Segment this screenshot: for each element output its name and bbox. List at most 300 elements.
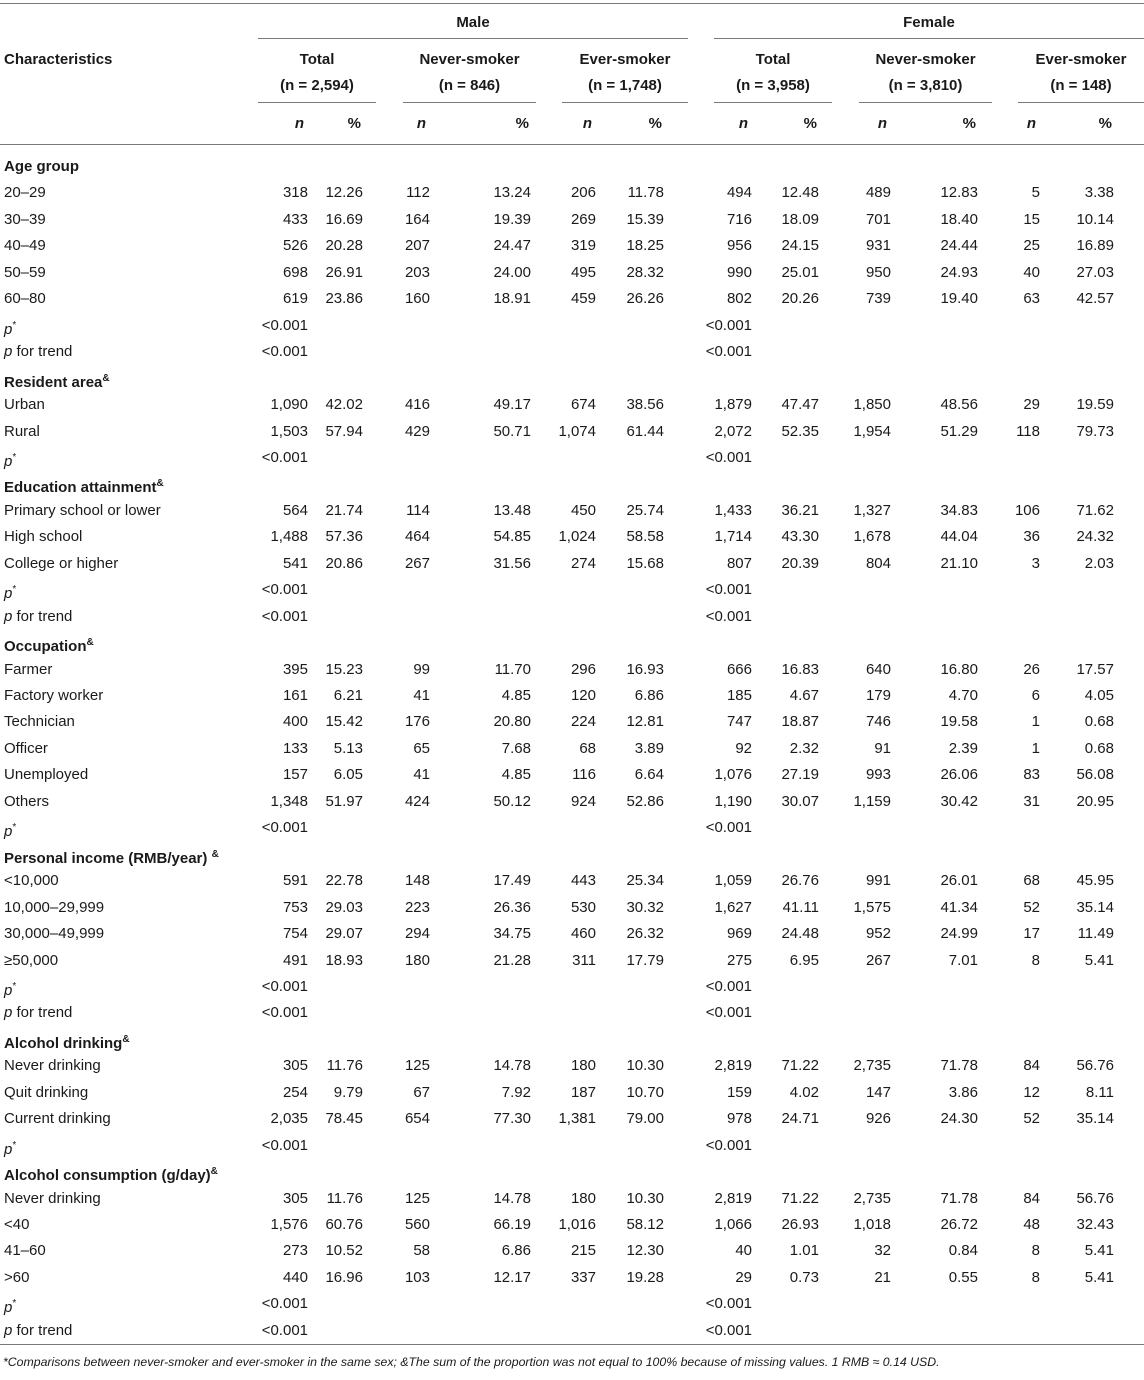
count-cell: 1,850 (853, 396, 891, 413)
percent-cell: 25.34 (626, 872, 664, 889)
percent-cell: 9.79 (333, 1084, 363, 1101)
percent-cell: 12.48 (781, 184, 819, 201)
percent-cell: 60.76 (325, 1216, 363, 1233)
count-cell: 92 (735, 740, 752, 757)
percent-cell: 13.24 (493, 184, 531, 201)
female-p-value: <0.001 (705, 819, 752, 836)
percent-cell: 78.45 (325, 1110, 363, 1127)
row-label: 60–80 (4, 290, 46, 307)
female-p-value: <0.001 (705, 343, 752, 360)
percent-cell: 24.30 (940, 1110, 978, 1127)
count-cell: 1,575 (853, 899, 891, 916)
percent-cell: 12.30 (626, 1242, 664, 1259)
percent-cell: 25.74 (626, 502, 664, 519)
percent-cell: 24.00 (493, 264, 531, 281)
count-cell: 1,327 (853, 502, 891, 519)
count-cell: 1,503 (270, 423, 308, 440)
percent-cell: 52.86 (626, 793, 664, 810)
percent-cell: 11.49 (1077, 925, 1114, 942)
count-cell: 207 (404, 237, 430, 254)
count-cell: 31 (1023, 793, 1040, 810)
percent-cell: 54.85 (493, 528, 531, 545)
percent-cell: 12.17 (493, 1269, 531, 1286)
n-column-header: n (294, 115, 304, 132)
count-cell: 395 (282, 661, 308, 678)
count-cell: 8 (1031, 1242, 1040, 1259)
percent-cell: 28.32 (626, 264, 664, 281)
count-cell: 106 (1014, 502, 1040, 519)
count-cell: 26 (1023, 661, 1040, 678)
count-cell: 666 (726, 661, 752, 678)
count-cell: 1,627 (714, 899, 752, 916)
percent-cell: 36.21 (781, 502, 819, 519)
n-column-header: n (738, 115, 748, 132)
percent-cell: 0.55 (948, 1269, 978, 1286)
header-bottom-rule (0, 144, 1144, 145)
count-cell: 305 (282, 1190, 308, 1207)
male-p-value: <0.001 (261, 581, 308, 598)
male-p-value: <0.001 (261, 1322, 308, 1339)
female-p-value: <0.001 (705, 449, 752, 466)
p-label: p* (4, 452, 17, 470)
percent-cell: 20.95 (1076, 793, 1114, 810)
p-label: p* (4, 981, 17, 999)
percent-cell: 24.32 (1076, 528, 1114, 545)
percent-cell: 7.01 (948, 952, 978, 969)
percent-cell: 35.14 (1076, 899, 1114, 916)
percent-cell: 27.19 (781, 766, 819, 783)
percent-cell: 4.02 (789, 1084, 819, 1101)
count-cell: 950 (865, 264, 891, 281)
count-cell: 318 (282, 184, 308, 201)
percent-cell: 30.07 (781, 793, 819, 810)
count-cell: 2,072 (714, 423, 752, 440)
count-cell: 952 (865, 925, 891, 942)
characteristics-header: Characteristics (4, 51, 113, 68)
female-p-value: <0.001 (705, 608, 752, 625)
percent-cell: 50.12 (493, 793, 531, 810)
top-rule (0, 3, 1144, 4)
n-column-header: n (416, 115, 426, 132)
percent-cell: 15.23 (325, 661, 363, 678)
male-underline (258, 38, 688, 39)
percent-cell: 23.86 (325, 290, 363, 307)
row-label: <40 (4, 1216, 30, 1233)
group-title: Ever-smoker (579, 51, 671, 68)
female-p-value: <0.001 (705, 978, 752, 995)
percent-cell: 18.87 (781, 713, 819, 730)
count-cell: 337 (570, 1269, 596, 1286)
count-cell: 63 (1023, 290, 1040, 307)
count-cell: 674 (570, 396, 596, 413)
percent-cell: 6.64 (634, 766, 664, 783)
count-cell: 1,381 (558, 1110, 596, 1127)
section-label: Alcohol consumption (g/day)& (4, 1166, 218, 1184)
percent-cell: 15.42 (325, 713, 363, 730)
count-cell: 560 (404, 1216, 430, 1233)
percent-cell: 26.91 (325, 264, 363, 281)
percent-cell: 34.83 (940, 502, 978, 519)
count-cell: 103 (404, 1269, 430, 1286)
group-n: (n = 846) (438, 77, 501, 94)
male-p-value: <0.001 (261, 1295, 308, 1312)
percent-cell: 56.76 (1076, 1190, 1114, 1207)
count-cell: 254 (282, 1084, 308, 1101)
row-label: College or higher (4, 555, 119, 572)
count-cell: 84 (1023, 1057, 1040, 1074)
percent-cell: 71.62 (1076, 502, 1114, 519)
count-cell: 739 (865, 290, 891, 307)
count-cell: 931 (865, 237, 891, 254)
percent-cell: 32.43 (1076, 1216, 1114, 1233)
count-cell: 1,024 (558, 528, 596, 545)
percent-cell: 58.58 (626, 528, 664, 545)
p-label: p for trend (4, 1004, 73, 1021)
count-cell: 619 (282, 290, 308, 307)
count-cell: 924 (570, 793, 596, 810)
percent-cell: 20.86 (325, 555, 363, 572)
count-cell: 67 (413, 1084, 430, 1101)
male-p-value: <0.001 (261, 317, 308, 334)
count-cell: 926 (865, 1110, 891, 1127)
group-title: Never-smoker (419, 51, 520, 68)
percent-cell: 4.67 (789, 687, 819, 704)
group-n: (n = 148) (1050, 77, 1112, 94)
percent-cell: 52.35 (781, 423, 819, 440)
count-cell: 2,735 (853, 1057, 891, 1074)
count-cell: 6 (1031, 687, 1040, 704)
count-cell: 15 (1023, 211, 1040, 228)
count-cell: 2,819 (714, 1190, 752, 1207)
count-cell: 133 (282, 740, 308, 757)
count-cell: 2,735 (853, 1190, 891, 1207)
count-cell: 807 (726, 555, 752, 572)
percent-cell: 42.57 (1076, 290, 1114, 307)
p-label: p* (4, 584, 17, 602)
count-cell: 25 (1023, 237, 1040, 254)
count-cell: 206 (570, 184, 596, 201)
n-column-header: n (582, 115, 592, 132)
percent-cell: 4.85 (501, 766, 531, 783)
percent-cell: 6.95 (789, 952, 819, 969)
section-label: Alcohol drinking& (4, 1034, 130, 1052)
percent-cell: 18.09 (781, 211, 819, 228)
group-n: (n = 1,748) (588, 77, 662, 94)
count-cell: 956 (726, 237, 752, 254)
p-label: p* (4, 320, 17, 338)
percent-cell: 18.91 (493, 290, 531, 307)
row-label: 30,000–49,999 (4, 925, 105, 942)
female-header: Female (903, 14, 955, 31)
count-cell: 491 (282, 952, 308, 969)
percent-cell: 57.94 (325, 423, 363, 440)
percent-cell: 17.57 (1076, 661, 1114, 678)
percent-cell: 43.30 (781, 528, 819, 545)
male-p-value: <0.001 (261, 978, 308, 995)
count-cell: 1 (1031, 713, 1040, 730)
row-label: ≥50,000 (4, 952, 59, 969)
count-cell: 746 (865, 713, 891, 730)
percent-cell: 38.56 (626, 396, 664, 413)
percent-cell: 44.04 (940, 528, 978, 545)
row-label: Others (4, 793, 50, 810)
row-label: Current drinking (4, 1110, 111, 1127)
count-cell: 564 (282, 502, 308, 519)
count-cell: 1,016 (558, 1216, 596, 1233)
percent-cell: 35.14 (1076, 1110, 1114, 1127)
count-cell: 1,714 (714, 528, 752, 545)
percent-cell: 79.73 (1076, 423, 1114, 440)
percent-cell: 42.02 (325, 396, 363, 413)
count-cell: 58 (413, 1242, 430, 1259)
percent-cell: 0.84 (948, 1242, 978, 1259)
count-cell: 464 (404, 528, 430, 545)
percent-cell: 5.41 (1084, 1242, 1114, 1259)
percent-cell: 19.40 (940, 290, 978, 307)
p-label: p for trend (4, 1322, 73, 1339)
count-cell: 114 (406, 502, 430, 519)
count-cell: 459 (570, 290, 596, 307)
percent-cell: 16.83 (781, 661, 819, 678)
count-cell: 1,066 (714, 1216, 752, 1233)
percent-cell: 27.03 (1076, 264, 1114, 281)
count-cell: 52 (1023, 899, 1040, 916)
count-cell: 29 (735, 1269, 752, 1286)
percent-cell: 10.30 (626, 1057, 664, 1074)
row-label: 41–60 (4, 1242, 46, 1259)
group-underline-2 (403, 102, 536, 103)
percent-cell: 20.80 (493, 713, 531, 730)
count-cell: 40 (735, 1242, 752, 1259)
count-cell: 489 (865, 184, 891, 201)
count-cell: 1,074 (558, 423, 596, 440)
count-cell: 36 (1023, 528, 1040, 545)
count-cell: 187 (570, 1084, 596, 1101)
percent-cell: 71.78 (940, 1057, 978, 1074)
female-underline (714, 38, 1144, 39)
percent-cell: 66.19 (493, 1216, 531, 1233)
percent-cell: 71.78 (940, 1190, 978, 1207)
group-underline-3 (562, 102, 688, 103)
percent-cell: 11.78 (627, 184, 664, 201)
count-cell: 993 (865, 766, 891, 783)
group-n: (n = 2,594) (280, 77, 354, 94)
percent-cell: 4.85 (501, 687, 531, 704)
percent-cell: 12.26 (325, 184, 363, 201)
percent-cell: 51.97 (325, 793, 363, 810)
count-cell: 8 (1031, 952, 1040, 969)
percent-cell: 2.32 (789, 740, 819, 757)
percent-cell: 3.38 (1084, 184, 1114, 201)
row-label: Never drinking (4, 1190, 101, 1207)
percent-cell: 10.14 (1076, 211, 1114, 228)
count-cell: 180 (570, 1057, 596, 1074)
group-n: (n = 3,810) (888, 77, 963, 94)
group-title: Never-smoker (875, 51, 976, 68)
percent-cell: 16.93 (626, 661, 664, 678)
percent-cell: 11.76 (326, 1057, 363, 1074)
table-footnote: *Comparisons between never-smoker and ever-smoker in the same sex; &The sum of the proportion was not equal to 100% because of missing values. 1 RMB ≈ 0.14 USD. (3, 1355, 940, 1369)
percent-cell: 12.83 (940, 184, 978, 201)
count-cell: 5 (1031, 184, 1040, 201)
percent-cell: 31.56 (493, 555, 531, 572)
percent-column-header: % (1098, 115, 1112, 132)
percent-cell: 57.36 (325, 528, 363, 545)
row-label: 50–59 (4, 264, 46, 281)
count-cell: 1,433 (714, 502, 752, 519)
percent-cell: 45.95 (1076, 872, 1114, 889)
percent-cell: 26.76 (781, 872, 819, 889)
percent-cell: 24.15 (781, 237, 819, 254)
percent-cell: 51.29 (940, 423, 978, 440)
percent-cell: 8.11 (1085, 1084, 1114, 1101)
percent-cell: 49.17 (493, 396, 531, 413)
row-label: 40–49 (4, 237, 46, 254)
count-cell: 176 (404, 713, 430, 730)
percent-cell: 16.96 (325, 1269, 363, 1286)
percent-cell: 17.49 (493, 872, 531, 889)
percent-cell: 0.68 (1084, 713, 1114, 730)
count-cell: 460 (570, 925, 596, 942)
percent-cell: 18.93 (325, 952, 363, 969)
percent-cell: 41.34 (940, 899, 978, 916)
count-cell: 65 (413, 740, 430, 757)
count-cell: 296 (570, 661, 596, 678)
count-cell: 1,879 (714, 396, 752, 413)
percent-cell: 4.05 (1084, 687, 1114, 704)
row-label: High school (4, 528, 83, 545)
percent-cell: 30.32 (626, 899, 664, 916)
percent-cell: 4.70 (948, 687, 978, 704)
count-cell: 274 (570, 555, 596, 572)
percent-cell: 6.21 (333, 687, 363, 704)
count-cell: 215 (570, 1242, 596, 1259)
percent-cell: 10.70 (626, 1084, 664, 1101)
count-cell: 160 (404, 290, 430, 307)
count-cell: 802 (726, 290, 752, 307)
percent-cell: 6.05 (333, 766, 363, 783)
male-header: Male (456, 14, 490, 31)
male-p-value: <0.001 (261, 1004, 308, 1021)
male-p-value: <0.001 (261, 608, 308, 625)
percent-cell: 19.59 (1076, 396, 1114, 413)
percent-cell: 48.56 (940, 396, 978, 413)
percent-cell: 26.72 (940, 1216, 978, 1233)
row-label: Farmer (4, 661, 53, 678)
count-cell: 224 (570, 713, 596, 730)
male-p-value: <0.001 (261, 819, 308, 836)
percent-cell: 29.03 (325, 899, 363, 916)
count-cell: 1,348 (270, 793, 308, 810)
percent-cell: 2.39 (948, 740, 978, 757)
count-cell: 179 (865, 687, 891, 704)
count-cell: 112 (406, 184, 430, 201)
count-cell: 273 (282, 1242, 308, 1259)
percent-cell: 16.69 (325, 211, 363, 228)
count-cell: 120 (570, 687, 596, 704)
percent-cell: 21.10 (940, 555, 978, 572)
count-cell: 1,076 (714, 766, 752, 783)
count-cell: 698 (282, 264, 308, 281)
percent-cell: 77.30 (493, 1110, 531, 1127)
row-label: Never drinking (4, 1057, 101, 1074)
female-p-value: <0.001 (705, 317, 752, 334)
count-cell: 416 (404, 396, 430, 413)
percent-cell: 15.39 (626, 211, 664, 228)
count-cell: 294 (404, 925, 430, 942)
count-cell: 311 (572, 952, 596, 969)
count-cell: 440 (282, 1269, 308, 1286)
percent-cell: 26.93 (781, 1216, 819, 1233)
count-cell: 1,090 (270, 396, 308, 413)
percent-cell: 50.71 (493, 423, 531, 440)
count-cell: 305 (282, 1057, 308, 1074)
count-cell: 267 (865, 952, 891, 969)
count-cell: 203 (404, 264, 430, 281)
percent-cell: 10.30 (626, 1190, 664, 1207)
count-cell: 1,488 (270, 528, 308, 545)
percent-cell: 41.11 (782, 899, 819, 916)
count-cell: 147 (865, 1084, 891, 1101)
group-underline-5 (859, 102, 992, 103)
percent-cell: 3.89 (634, 740, 664, 757)
count-cell: 753 (282, 899, 308, 916)
percent-cell: 3.86 (948, 1084, 978, 1101)
p-label: p* (4, 1140, 17, 1158)
percent-cell: 26.32 (626, 925, 664, 942)
count-cell: 701 (865, 211, 891, 228)
count-cell: 1,159 (853, 793, 891, 810)
percent-cell: 7.92 (501, 1084, 531, 1101)
count-cell: 8 (1031, 1269, 1040, 1286)
count-cell: 640 (865, 661, 891, 678)
section-label: Education attainment& (4, 478, 164, 496)
group-underline-6 (1018, 102, 1144, 103)
percent-cell: 6.86 (501, 1242, 531, 1259)
percent-cell: 24.44 (940, 237, 978, 254)
section-label: Resident area& (4, 373, 110, 391)
female-p-value: <0.001 (705, 581, 752, 598)
row-label: Rural (4, 423, 40, 440)
percent-cell: 5.13 (333, 740, 363, 757)
row-label: Factory worker (4, 687, 104, 704)
percent-cell: 26.01 (940, 872, 978, 889)
percent-cell: 14.78 (493, 1057, 531, 1074)
count-cell: 1 (1031, 740, 1040, 757)
percent-cell: 71.22 (781, 1057, 819, 1074)
percent-cell: 20.28 (325, 237, 363, 254)
count-cell: 526 (282, 237, 308, 254)
count-cell: 48 (1023, 1216, 1040, 1233)
group-title: Ever-smoker (1035, 51, 1127, 68)
group-title: Total (299, 51, 335, 68)
percent-cell: 26.06 (940, 766, 978, 783)
percent-cell: 11.70 (494, 661, 531, 678)
count-cell: 2,819 (714, 1057, 752, 1074)
percent-cell: 16.89 (1076, 237, 1114, 254)
percent-cell: 16.80 (940, 661, 978, 678)
section-label: Occupation& (4, 637, 94, 655)
percent-cell: 24.99 (940, 925, 978, 942)
count-cell: 157 (282, 766, 308, 783)
percent-cell: 47.47 (781, 396, 819, 413)
count-cell: 424 (404, 793, 430, 810)
percent-cell: 29.07 (325, 925, 363, 942)
p-label: p* (4, 822, 17, 840)
count-cell: 17 (1023, 925, 1040, 942)
count-cell: 161 (282, 687, 308, 704)
percent-cell: 6.86 (634, 687, 664, 704)
